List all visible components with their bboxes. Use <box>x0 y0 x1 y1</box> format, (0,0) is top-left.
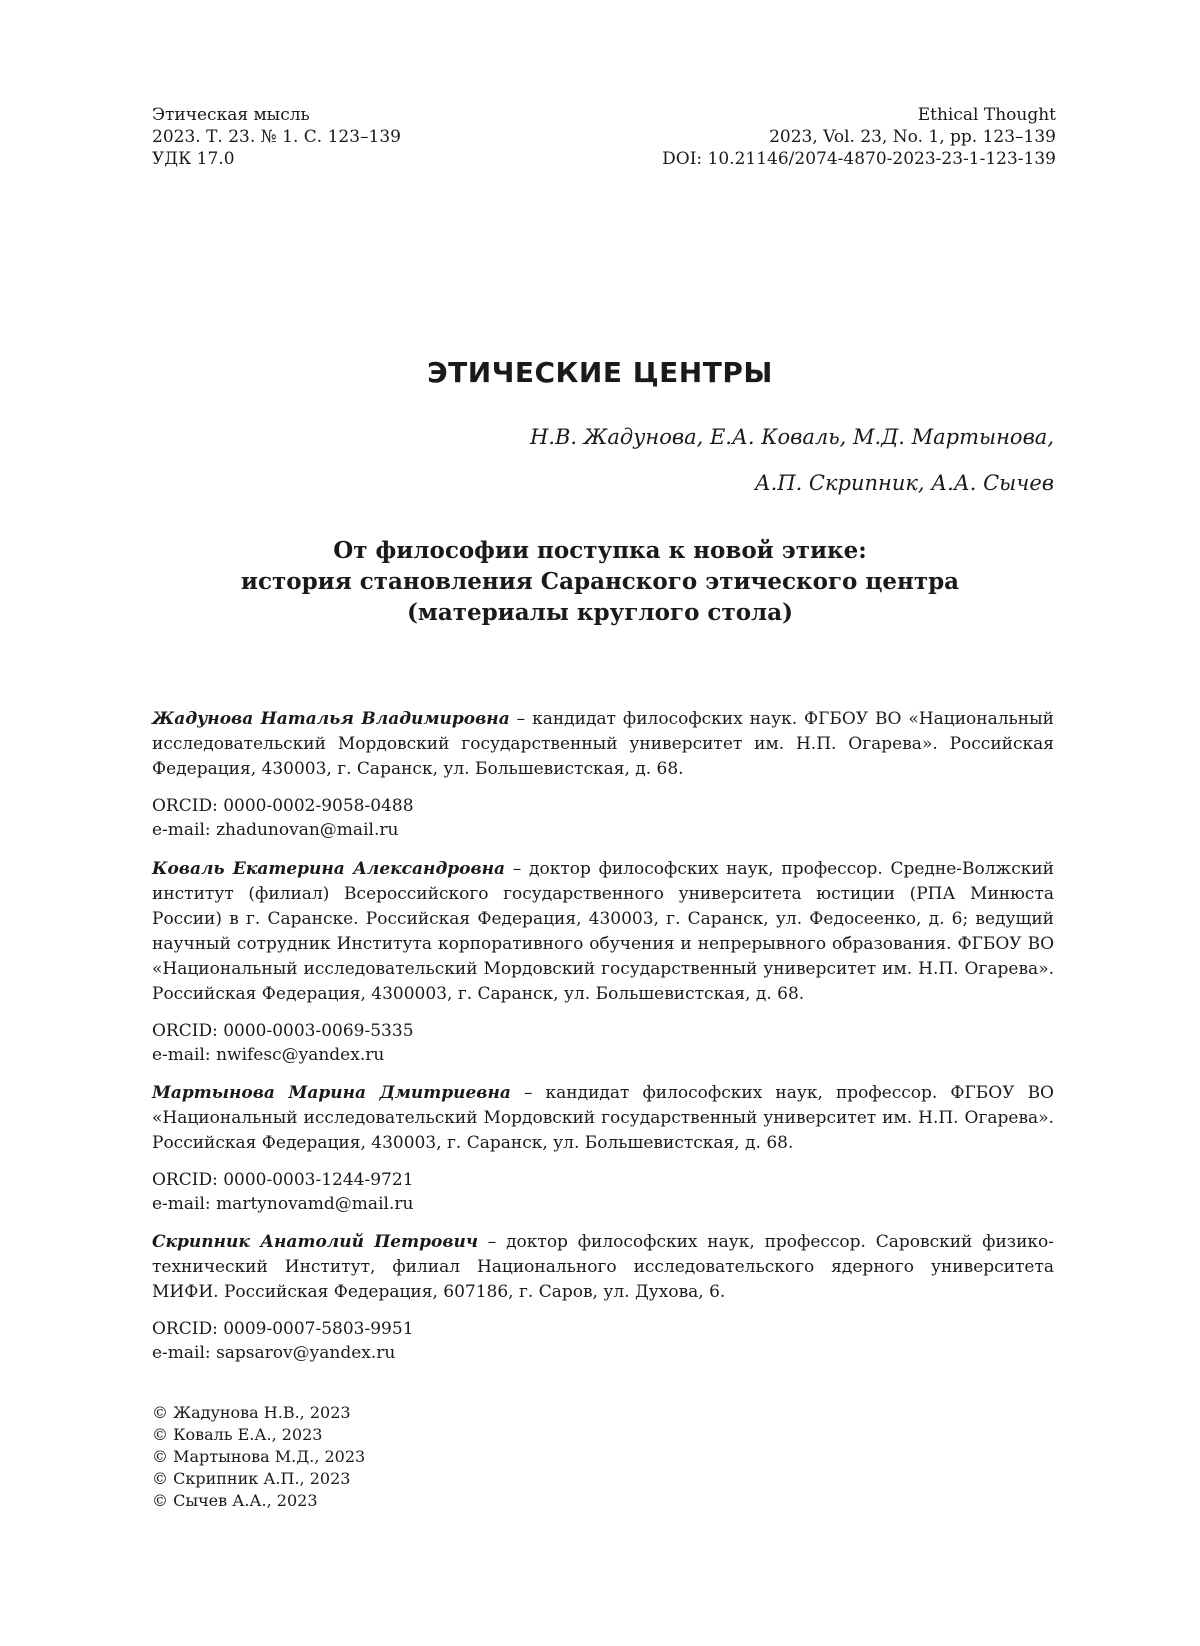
author-affiliation: – доктор философских наук, профессор. Средне-Волжский институт (филиал) Всероссийского государственного университета юстиции (РПА Минюста России) в г. Саранске. Российская Федерация, 430003, г. Саранск, ул. Федосеенко, д. 6; ведущий научный сотрудник Института корпоративного обучения и непрерывного образования. ФГБОУ ВО «Национальный исследовательский Мордовский государственный университет им. Н.П. Огарева». Российская Федерация, 4300003, г. Саранск, ул. Большевистская, д. 68. <box>152 859 1054 1004</box>
author-contact <box>152 1019 1054 1067</box>
author-bio <box>152 1230 1054 1365</box>
author-bio-text <box>152 857 1054 1007</box>
author-bio <box>152 707 1054 842</box>
journal-issue-ru: 2023. Т. 23. № 1. С. 123–139 <box>152 127 401 147</box>
copyright-line: © Коваль Е.А., 2023 <box>152 1425 323 1444</box>
copyright-block <box>152 1402 365 1512</box>
author-bio <box>152 1081 1054 1216</box>
author-email: e-mail: sapsarov@yandex.ru <box>152 1343 396 1363</box>
author-name: Мартынова Марина Дмитриевна <box>152 1083 511 1103</box>
author-affiliation: – кандидат философских наук, профессор. ФГБОУ ВО «Национальный исследовательский Мордовский государственный университет им. Н.П. Огарева». Российская Федерация, 430003, г. Саранск, ул. Большевистская, д. 68. <box>152 1083 1054 1153</box>
doi: DOI: 10.21146/2074-4870-2023-23-1-123-139 <box>662 149 1056 169</box>
author-affiliation: – доктор философских наук, профессор. Саровский физико-технический Институт, филиал Национального исследовательского ядерного университета МИФИ. Российская Федерация, 607186, г. Саров, ул. Духова, 6. <box>152 1232 1055 1302</box>
journal-header-en <box>662 104 1056 170</box>
copyright-line: © Жадунова Н.В., 2023 <box>152 1403 351 1422</box>
author-bio-text <box>152 707 1054 782</box>
author-name: Коваль Екатерина Александровна <box>152 859 506 879</box>
article-title-line-1: От философии поступка к новой этике: <box>333 537 867 564</box>
copyright-line: © Скрипник А.П., 2023 <box>152 1469 351 1488</box>
author-email: e-mail: martynovamd@mail.ru <box>152 1194 414 1214</box>
journal-name-en: Ethical Thought <box>917 105 1056 125</box>
article-title <box>0 535 1200 628</box>
udc-code: УДК 17.0 <box>152 149 235 169</box>
journal-issue-en: 2023, Vol. 23, No. 1, pp. 123–139 <box>769 127 1056 147</box>
author-email: e-mail: nwifesc@yandex.ru <box>152 1045 385 1065</box>
article-title-line-3: (материалы круглого стола) <box>406 599 794 626</box>
author-bio-text <box>152 1230 1054 1305</box>
author-name: Жадунова Наталья Владимировна <box>152 709 510 729</box>
author-contact <box>152 1168 1054 1216</box>
section-title: ЭТИЧЕСКИЕ ЦЕНТРЫ <box>427 356 773 389</box>
journal-name-ru: Этическая мысль <box>152 105 310 125</box>
author-bio-text <box>152 1081 1054 1156</box>
author-orcid: ORCID: 0009-0007-5803-9951 <box>152 1319 414 1339</box>
author-bio <box>152 857 1054 1067</box>
copyright-line: © Сычев А.А., 2023 <box>152 1491 318 1510</box>
author-orcid: ORCID: 0000-0002-9058-0488 <box>152 796 414 816</box>
author-contact <box>152 1317 1054 1365</box>
copyright-line: © Мартынова М.Д., 2023 <box>152 1447 366 1466</box>
author-name: Скрипник Анатолий Петрович <box>152 1232 479 1252</box>
author-orcid: ORCID: 0000-0003-1244-9721 <box>152 1170 414 1190</box>
author-email: e-mail: zhadunovan@mail.ru <box>152 820 399 840</box>
author-orcid: ORCID: 0000-0003-0069-5335 <box>152 1021 414 1041</box>
author-contact <box>152 794 1054 842</box>
journal-header-ru <box>152 104 401 170</box>
authors-line-2: А.П. Скрипник, А.А. Сычев <box>754 471 1054 495</box>
article-title-line-2: история становления Саранского этического центра <box>240 568 960 595</box>
authors-line-1: Н.В. Жадунова, Е.А. Коваль, М.Д. Мартынова, <box>530 425 1054 449</box>
author-affiliation: – кандидат философских наук. ФГБОУ ВО «Национальный исследовательский Мордовский государственный университет им. Н.П. Огарева». Российская Федерация, 430003, г. Саранск, ул. Большевистская, д. 68. <box>152 709 1054 779</box>
